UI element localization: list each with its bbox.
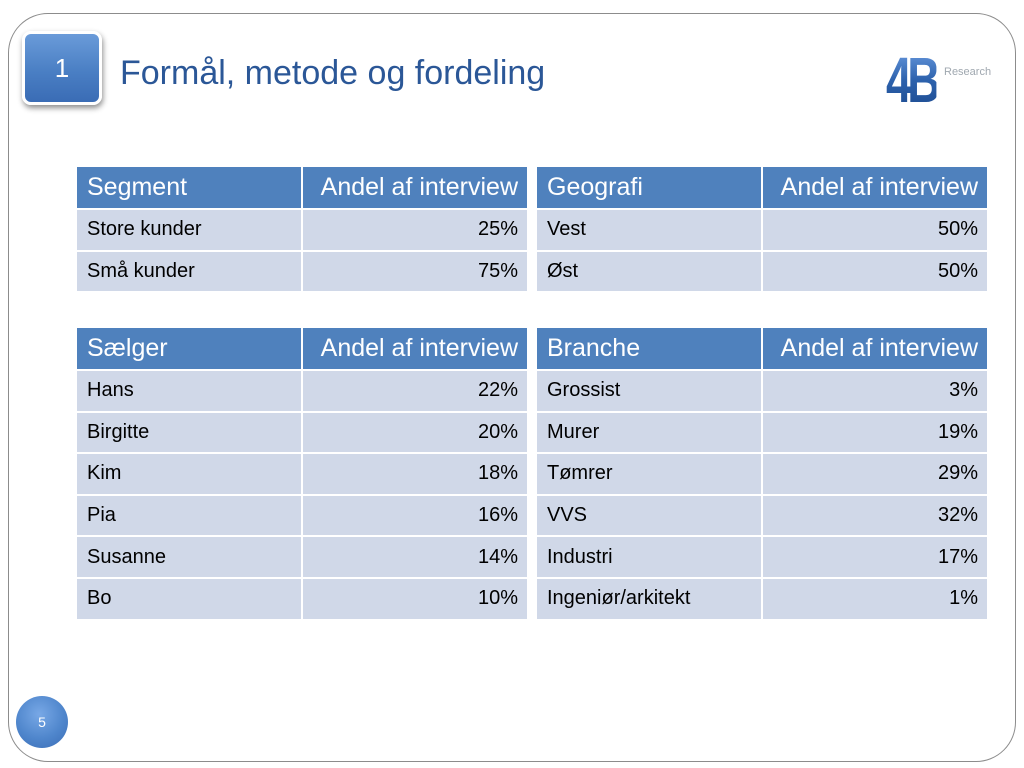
share-cell: 20%	[303, 413, 527, 453]
slide-title: Formål, metode og fordeling	[120, 54, 546, 92]
share-cell: 25%	[303, 210, 527, 250]
label-cell: Industri	[537, 537, 761, 577]
table-header-row	[77, 167, 527, 208]
label-cell: Tømrer	[537, 454, 761, 494]
section-number-badge: 1	[22, 31, 102, 105]
table-header-row	[77, 328, 527, 369]
share-cell: 22%	[303, 371, 527, 411]
share-cell: 1%	[763, 579, 987, 619]
share-cell: 19%	[763, 413, 987, 453]
table-row	[537, 579, 987, 619]
company-logo-text: Research	[944, 66, 992, 78]
header-cell-share: Andel af interview	[763, 167, 987, 208]
label-cell: Bo	[77, 579, 301, 619]
company-logo: 4B	[886, 44, 937, 116]
branche-table	[537, 328, 987, 619]
label-cell: Små kunder	[77, 252, 301, 292]
label-cell: Susanne	[77, 537, 301, 577]
header-cell-category: Branche	[537, 328, 761, 369]
table-row	[77, 210, 527, 250]
share-cell: 10%	[303, 579, 527, 619]
share-cell: 3%	[763, 371, 987, 411]
table-row	[537, 252, 987, 292]
segment-table	[77, 167, 527, 291]
label-cell: Pia	[77, 496, 301, 536]
table-row	[77, 454, 527, 494]
label-cell: Murer	[537, 413, 761, 453]
share-cell: 14%	[303, 537, 527, 577]
header-cell-category: Segment	[77, 167, 301, 208]
label-cell: Birgitte	[77, 413, 301, 453]
label-cell: Kim	[77, 454, 301, 494]
saelger-table	[77, 328, 527, 619]
header-cell-share: Andel af interview	[763, 328, 987, 369]
table-row	[77, 252, 527, 292]
table-row	[77, 496, 527, 536]
table-row	[537, 413, 987, 453]
table-row	[537, 371, 987, 411]
table-row	[77, 413, 527, 453]
geografi-table	[537, 167, 987, 291]
label-cell: Vest	[537, 210, 761, 250]
share-cell: 50%	[763, 210, 987, 250]
share-cell: 32%	[763, 496, 987, 536]
table-row	[537, 454, 987, 494]
page-number-badge: 5	[16, 696, 68, 748]
share-cell: 16%	[303, 496, 527, 536]
table-row	[77, 537, 527, 577]
table-header-row	[537, 167, 987, 208]
table-row	[537, 210, 987, 250]
header-cell-share: Andel af interview	[303, 328, 527, 369]
header-cell-category: Geografi	[537, 167, 761, 208]
label-cell: Øst	[537, 252, 761, 292]
share-cell: 17%	[763, 537, 987, 577]
share-cell: 29%	[763, 454, 987, 494]
label-cell: Store kunder	[77, 210, 301, 250]
share-cell: 18%	[303, 454, 527, 494]
header-cell-share: Andel af interview	[303, 167, 527, 208]
table-row	[77, 371, 527, 411]
table-row	[537, 537, 987, 577]
table-header-row	[537, 328, 987, 369]
label-cell: Ingeniør/arkitekt	[537, 579, 761, 619]
header-cell-category: Sælger	[77, 328, 301, 369]
share-cell: 50%	[763, 252, 987, 292]
label-cell: VVS	[537, 496, 761, 536]
label-cell: Hans	[77, 371, 301, 411]
label-cell: Grossist	[537, 371, 761, 411]
table-row	[537, 496, 987, 536]
table-row	[77, 579, 527, 619]
share-cell: 75%	[303, 252, 527, 292]
